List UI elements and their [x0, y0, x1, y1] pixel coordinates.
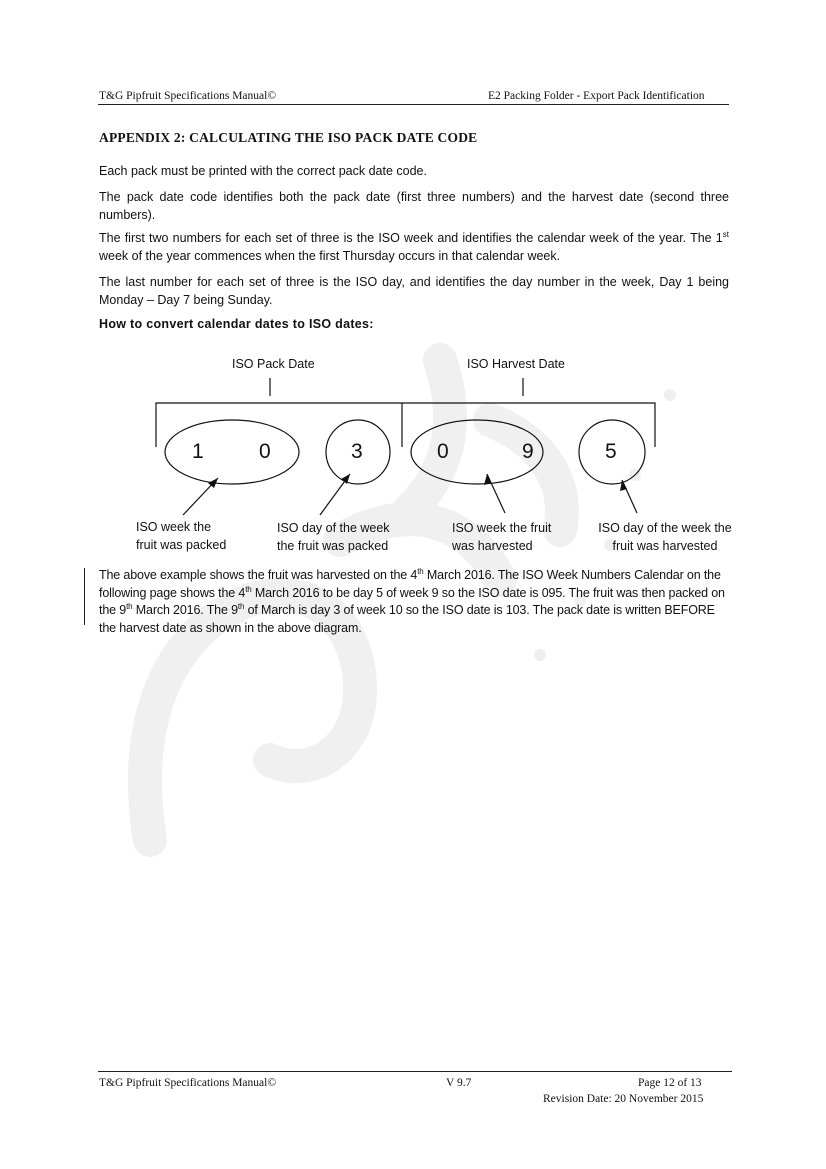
footer-page-number: Page 12 of 13 — [638, 1077, 702, 1089]
paragraph-3-text-a: The first two numbers for each set of three is the ISO week and identifies the calendar week of the year. The 1 — [99, 231, 723, 245]
annotation-harvest-day-line2: fruit was harvested — [612, 539, 718, 553]
ellipse-pack-week — [165, 420, 299, 484]
header-section-title: E2 Packing Folder - Export Pack Identification — [488, 90, 705, 102]
annotation-harvest-week-line2: was harvested — [452, 539, 533, 553]
revision-change-bar — [84, 568, 85, 625]
annotation-pack-day-line2: the fruit was packed — [277, 539, 389, 553]
iso-harvest-date-label: ISO Harvest Date — [467, 357, 565, 371]
header-manual-title: T&G Pipfruit Specifications Manual© — [99, 90, 277, 102]
annotation-harvest-week — [452, 519, 551, 555]
annotation-harvest-day-line1: ISO day of the week the — [598, 521, 732, 535]
diagram-subheading: How to convert calendar dates to ISO dates: — [99, 317, 374, 331]
footer-rule — [98, 1071, 732, 1072]
example-text-2: March 2016. The ISO Week Numbers Calendar on the following page shows the 4 — [99, 568, 721, 600]
digit-pack-day: 3 — [351, 440, 363, 463]
digit-harvest-day: 5 — [605, 440, 617, 463]
digit-pack-week-2: 0 — [259, 440, 271, 463]
arrow-harvest-week — [487, 474, 505, 513]
iso-date-diagram — [0, 0, 826, 560]
annotation-pack-week — [136, 518, 226, 554]
footer-version: V 9.7 — [446, 1077, 472, 1089]
paragraph-4: The last number for each set of three is the ISO day, and identifies the day number in the week, Day 1 being Monday – Day 7 being Sunday. — [99, 275, 729, 307]
paragraph-3-text-b: week of the year commences when the first Thursday occurs in that calendar week. — [99, 248, 561, 263]
digit-harvest-week-2: 9 — [522, 440, 534, 463]
example-paragraph — [99, 567, 729, 637]
annotation-harvest-week-line1: ISO week the fruit — [452, 521, 552, 535]
annotation-harvest-day — [594, 519, 736, 555]
paragraph-3-superscript: st — [722, 229, 729, 239]
iso-pack-date-label: ISO Pack Date — [232, 357, 315, 371]
example-sup-2: th — [245, 584, 252, 594]
example-text-5: of March is day 3 of week 10 so the ISO date is 103. The pack date is written BEFORE the harvest date as shown in the above diagram. — [99, 603, 715, 635]
example-text-4: March 2016. The 9 — [132, 603, 238, 617]
example-sup-4: th — [237, 601, 245, 611]
annotation-pack-week-line1: ISO week the — [136, 520, 212, 534]
example-text-1: The above example shows the fruit was harvested on the 4 — [99, 568, 418, 582]
digit-pack-week-1: 1 — [192, 440, 204, 463]
bracket-outline — [156, 403, 655, 447]
example-sup-1: th — [417, 566, 424, 576]
annotation-pack-day-line1: ISO day of the week — [277, 521, 390, 535]
footer-revision-date: Revision Date: 20 November 2015 — [543, 1093, 704, 1105]
paragraph-2: The pack date code identifies both the pack date (first three numbers) and the harvest date (second three numbers). — [99, 190, 729, 222]
page-title: APPENDIX 2: CALCULATING THE ISO PACK DATE CODE — [99, 130, 478, 145]
annotation-pack-day — [277, 519, 390, 555]
paragraph-1: Each pack must be printed with the correct pack date code. — [99, 164, 427, 178]
example-text-3: March 2016 to be day 5 of week 9 so the ISO date is 095. The fruit was then packed on the 9 — [99, 585, 725, 617]
example-sup-3: th — [126, 601, 133, 611]
annotation-pack-week-line2: fruit was packed — [136, 538, 227, 552]
digit-harvest-week-1: 0 — [437, 440, 449, 463]
footer-manual-title: T&G Pipfruit Specifications Manual© — [99, 1077, 277, 1089]
